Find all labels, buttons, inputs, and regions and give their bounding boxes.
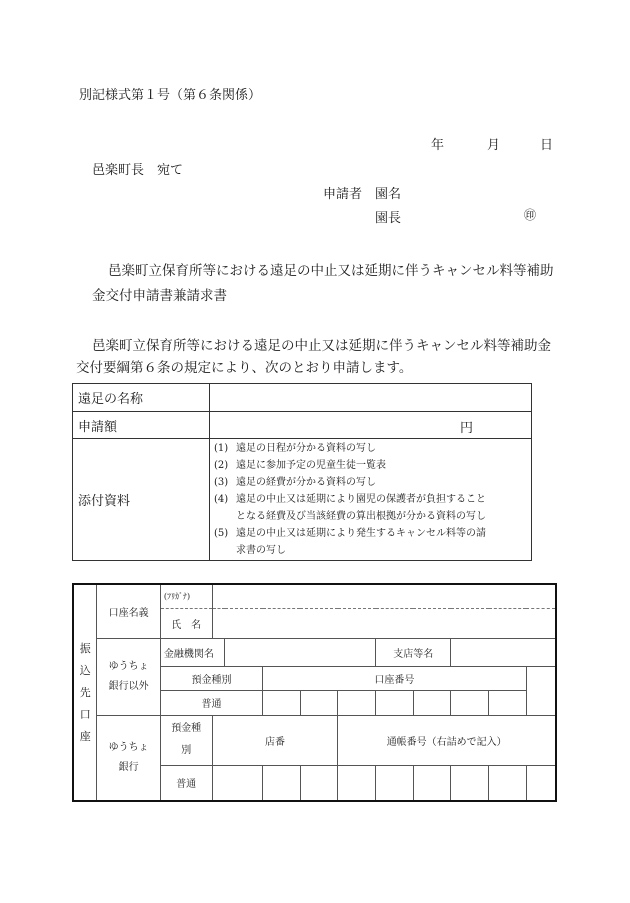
event-name-field[interactable] [210,384,532,412]
attachments-label: 添付資料 [73,439,210,561]
event-name-label: 遠足の名称 [73,384,210,412]
amount-label: 申請額 [73,412,210,439]
yucho-deposit-type-label: 預金種 別 [160,715,212,765]
passbook-digit-box[interactable] [338,765,376,801]
holder-name-field[interactable] [212,608,556,638]
document-title-line2: 金交付申請書兼請求書 [92,288,227,304]
store-digit-box[interactable] [300,765,338,801]
bank-account-table [72,583,557,802]
nursery-name-label: 園名 [375,187,402,202]
passbook-digit-box[interactable] [489,765,527,801]
body-text-line2: 交付要綱第６条の規定により、次のとおり申請します。 [76,360,413,376]
account-digit-box[interactable] [413,690,451,715]
attachment-item: (4) 遠足の中止又は延期により園児の保護者が負担すること となる経費及び当該経費の算出根拠が分かる資料の写し [214,494,486,522]
account-number-label: 口座番号 [263,666,527,690]
director-label: 園長 [375,211,402,226]
attachment-item: (2) 遠足に参加予定の児童生徒一覧表 [214,460,386,471]
date-day: 日 [540,138,554,153]
body-text-line1: 邑楽町立保育所等における遠足の中止又は延期に伴うキャンセル料等補助金 [92,338,551,354]
store-digit-box[interactable] [212,765,263,801]
passbook-digit-box[interactable] [451,765,489,801]
yen-unit: 円 [460,421,474,436]
name-label: 氏 名 [160,608,212,638]
deposit-type-label: 預金種別 [160,666,262,690]
institution-name-field[interactable] [225,638,376,666]
non-yucho-label: ゆうちょ 銀行以外 [97,638,160,715]
account-digit-box[interactable] [376,690,414,715]
seal-mark: ㊞ [524,208,537,222]
attachment-item: (3) 遠足の経費が分かる資料の写し [214,477,376,488]
passbook-digit-box[interactable] [376,765,414,801]
passbook-number-label: 通帳番号（右詰めで記入） [338,715,556,765]
branch-name-field[interactable] [451,638,556,666]
passbook-digit-box[interactable] [526,765,556,801]
store-number-label: 店番 [212,715,338,765]
account-digit-box[interactable] [338,690,376,715]
deposit-type-ordinary: 普通 [160,690,262,715]
applicant-label: 申請者 [323,187,363,202]
amount-field[interactable] [210,412,532,439]
attachments-list [210,439,532,561]
branch-name-label: 支店等名 [376,638,451,666]
store-digit-box[interactable] [263,765,301,801]
furigana-label: (ﾌﾘｶﾞﾅ) [160,584,212,608]
addressee: 邑楽町長 宛て [92,163,184,178]
date-year: 年 [431,138,445,153]
document-title-line1: 邑楽町立保育所等における遠足の中止又は延期に伴うキャンセル料等補助 [108,263,554,279]
institution-name-label: 金融機関名 [160,638,225,666]
form-reference: 別記様式第１号（第６条関係） [79,88,262,103]
date-month: 月 [487,138,501,153]
passbook-digit-box[interactable] [413,765,451,801]
account-digit-box[interactable] [263,690,301,715]
transfer-account-heading: 振 込 先 口 座 [73,584,97,801]
account-digit-box[interactable] [451,690,489,715]
account-holder-label: 口座名義 [97,584,160,638]
account-digit-box[interactable] [489,690,527,715]
attachment-item: (1) 遠足の日程が分かる資料の写し [214,443,376,454]
account-digit-box[interactable] [300,690,338,715]
attachment-item: (5) 遠足の中止又は延期により発生するキャンセル料等の請 求書の写し [214,528,486,556]
application-info-table [72,383,532,561]
yucho-deposit-type-ordinary: 普通 [160,765,212,801]
yucho-bank-label: ゆうちょ 銀行 [97,715,160,801]
furigana-field[interactable] [212,584,556,608]
